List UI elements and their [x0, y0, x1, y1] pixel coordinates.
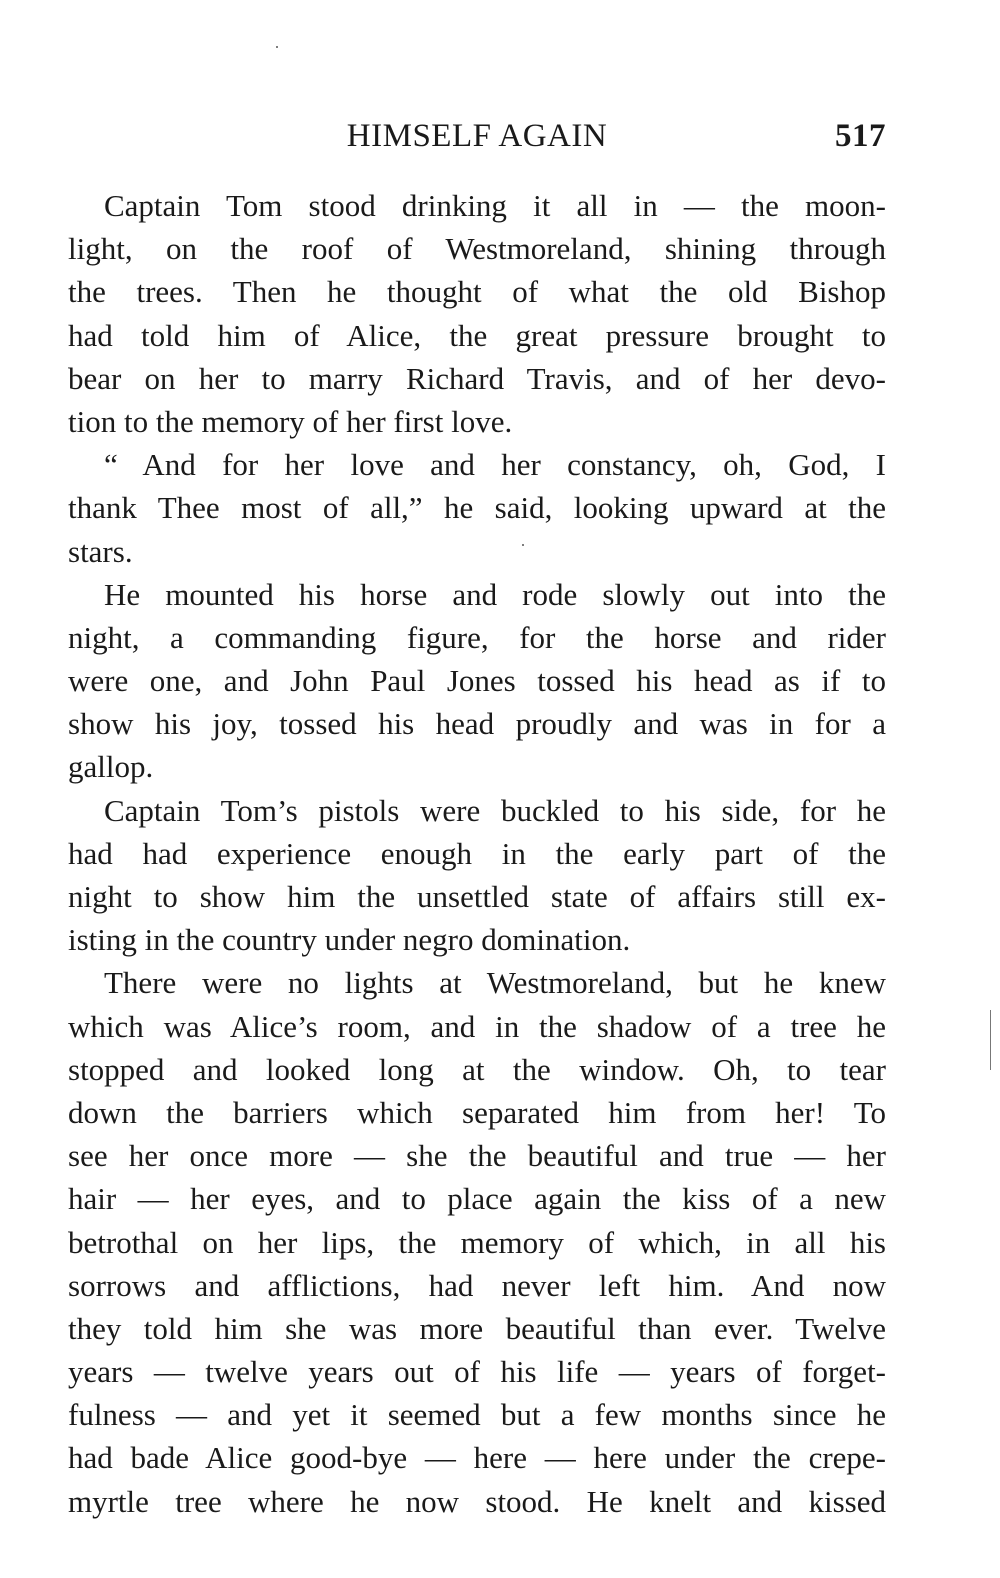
text-line: down the barriers which separated him from her! To	[68, 1094, 886, 1130]
text-line: which was Alice’s room, and in the shadow of a tree he	[68, 1008, 886, 1044]
paragraph	[68, 184, 886, 443]
text-line: thank Thee most of all,” he said, looking upward at the	[68, 490, 886, 526]
text-line: see her once more — she the beautiful and true — her	[68, 1138, 886, 1174]
text-line: were one, and John Paul Jones tossed his head as if to	[68, 663, 886, 699]
text-line: light, on the roof of Westmoreland, shining through	[68, 231, 886, 267]
scan-speck	[276, 46, 278, 48]
body-text	[68, 184, 886, 1523]
text-line: Captain Tom stood drinking it all in — the moon-	[104, 188, 886, 223]
text-line: stopped and looked long at the window. Oh, to tear	[68, 1051, 886, 1087]
text-line: bear on her to marry Richard Travis, and of her devo-	[68, 360, 886, 396]
text-line: fulness — and yet it seemed but a few months since he	[68, 1397, 886, 1433]
text-line: betrothal on her lips, the memory of which, in all his	[68, 1224, 886, 1260]
paragraph	[68, 573, 886, 789]
text-line: Captain Tom’s pistols were buckled to his side, for he	[104, 792, 886, 828]
text-line: “ And for her love and her constancy, oh, God, I	[104, 447, 886, 483]
text-line: stars.	[68, 533, 133, 569]
paragraph	[68, 789, 886, 962]
text-line: had had experience enough in the early part of the	[68, 835, 886, 871]
scan-speck	[522, 544, 524, 546]
text-line: isting in the country under negro domination.	[68, 922, 631, 958]
text-line: they told him she was more beautiful than ever. Twelve	[68, 1310, 886, 1346]
chapter-title: HIMSELF AGAIN	[346, 118, 608, 154]
page-number: 517	[835, 118, 886, 154]
text-line: show his joy, tossed his head proudly and was in for a	[68, 706, 886, 742]
text-line: had bade Alice good-bye — here — here under the crepe-	[68, 1440, 886, 1476]
running-head	[68, 118, 886, 162]
text-line: the trees. Then he thought of what the old Bishop	[68, 274, 886, 310]
text-line: sorrows and afflictions, had never left him. And now	[68, 1267, 886, 1303]
text-line: myrtle tree where he now stood. He knelt and kissed	[68, 1483, 886, 1519]
paragraph	[68, 961, 886, 1522]
text-line: had told him of Alice, the great pressure brought to	[68, 317, 886, 353]
paragraph	[68, 443, 886, 573]
text-line: There were no lights at Westmoreland, but he knew	[104, 965, 886, 1001]
text-line: years — twelve years out of his life — years of forget-	[68, 1354, 886, 1390]
text-line: night to show him the unsettled state of affairs still ex-	[68, 879, 886, 914]
text-line: He mounted his horse and rode slowly out into the	[104, 576, 886, 612]
text-line: hair — her eyes, and to place again the kiss of a new	[68, 1181, 886, 1217]
scan-edge-mark	[990, 1010, 991, 1070]
text-line: gallop.	[68, 749, 154, 785]
text-line: night, a commanding figure, for the horse and rider	[68, 619, 886, 655]
text-line: tion to the memory of her first love.	[68, 403, 513, 439]
